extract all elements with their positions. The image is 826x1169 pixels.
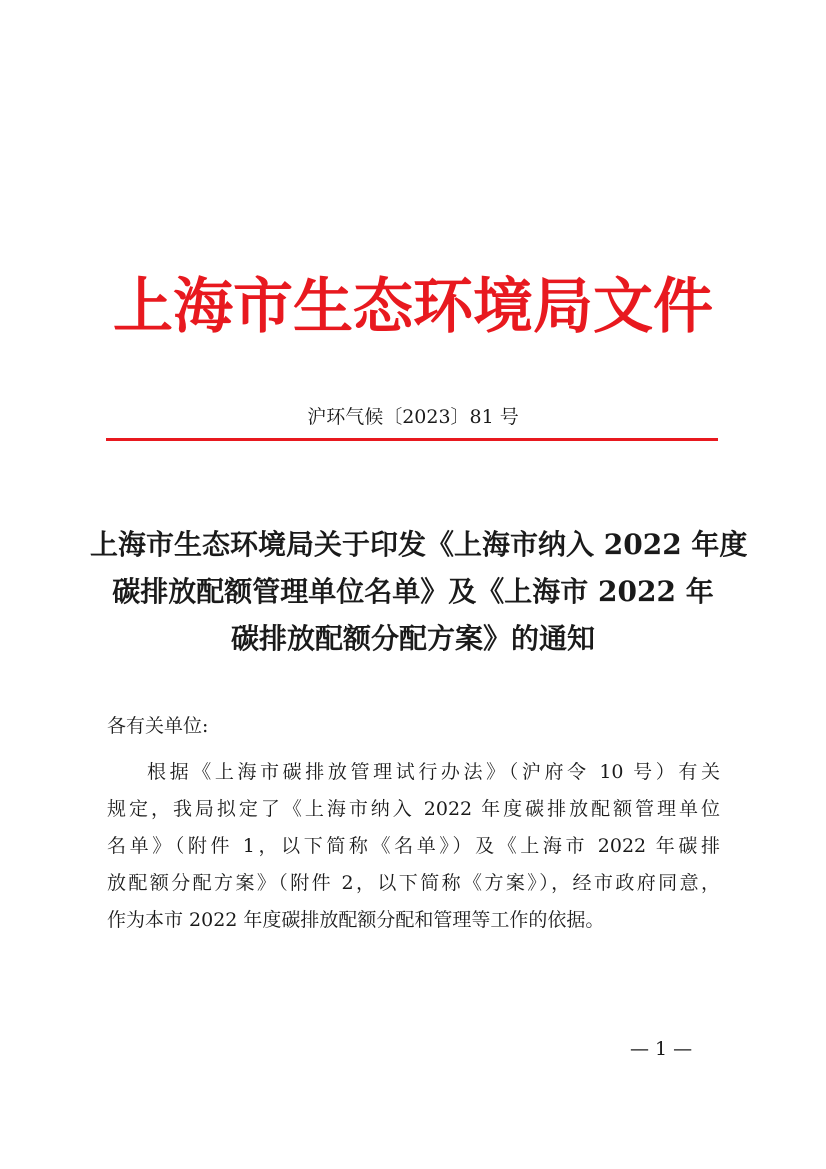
salutation: 各有关单位:	[107, 715, 209, 737]
paragraph-line: 作为本市 2022 年度碳排放配额分配和管理等工作的依据。	[107, 909, 605, 931]
paragraph-line: 名单》（附件 1，以下简称《名单》）及《上海市 2022 年碳排	[107, 835, 720, 857]
paragraph-line: 根据《上海市碳排放管理试行办法》（沪府令 10 号）有关	[147, 761, 720, 783]
paragraph-line: 放配额分配方案》（附件 2，以下简称《方案》），经市政府同意，	[107, 872, 720, 894]
document-number: 沪环气候〔2023〕81 号	[307, 406, 519, 428]
paragraph-line: 规定，我局拟定了《上海市纳入 2022 年度碳排放配额管理单位	[107, 798, 720, 820]
notice-title	[90, 521, 748, 662]
page-number: — 1 —	[630, 1038, 693, 1060]
notice-title-line: 上海市生态环境局关于印发《上海市纳入 2022 年度	[90, 528, 748, 561]
header-red-rule	[106, 438, 718, 441]
document-header-title: 上海市生态环境局文件	[113, 272, 713, 342]
notice-title-line: 碳排放配额管理单位名单》及《上海市 2022 年	[112, 575, 714, 608]
notice-title-line: 碳排放配额分配方案》的通知	[230, 622, 595, 655]
body-paragraph	[107, 754, 720, 939]
